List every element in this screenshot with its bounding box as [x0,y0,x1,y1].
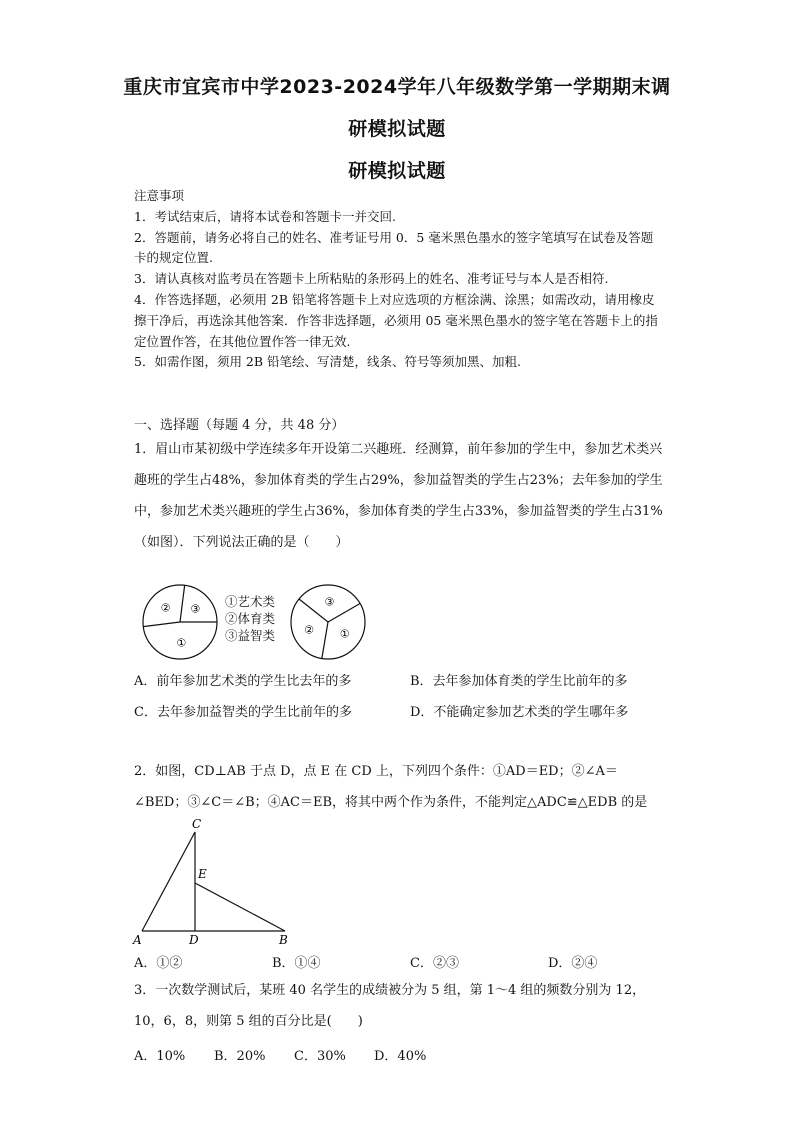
q1-option-b: B．去年参加体育类的学生比前年的多 [410,674,628,689]
q1-option-c: C．去年参加益智类的学生比前年的多 [134,705,352,720]
notice-block [134,186,664,373]
pie-legend [225,593,275,644]
section-heading: 一、选择题（每题 4 分，共 48 分） [134,418,345,433]
notice-item-3: 3．请认真核对监考员在答题卡上所粘贴的条形码上的姓名、准考证号与本人是否相符. [134,271,609,287]
pie-label-puzzle-last-year: ③ [324,595,335,609]
point-label-d: D [189,933,199,947]
pie-label-sports-last-year: ② [304,623,314,637]
legend-art: ①艺术类 [225,594,276,609]
legend-puzzle: ③益智类 [225,628,276,643]
q3-option-a: A．10% [134,1049,186,1064]
q3-option-c: C．30% [294,1049,346,1064]
pie-label-puzzle-previous-year: ③ [190,602,201,616]
point-label-a: A [133,933,142,947]
notice-item-4: 4．作答选择题，必须用 2B 铅笔将答题卡上对应选项的方框涂满、涂黑；如需改动，请用橡皮擦干净后，再选涂其他答案．作答非选择题，必须用 05 毫米黑色墨水的签字笔在答题卡上的指定位置作答，在其他位置作答一律无效. [134,291,658,349]
point-label-b: B [279,933,288,947]
q2-option-a: A．①② [134,956,183,971]
page-title: 重庆市宜宾市中学2023-2024学年八年级数学第一学期期末调 [123,76,671,98]
pie-label-sports-previous-year: ② [160,601,171,615]
q1-option-d: D．不能确定参加艺术类的学生哪年多 [410,705,629,720]
notice-item-5: 5．如需作图，须用 2B 铅笔绘、写清楚，线条、符号等须加黑、加粗. [134,354,522,370]
q3-option-b: B．20% [214,1049,266,1064]
question-1-text: 1．眉山市某初级中学连续多年开设第二兴趣班．经测算，前年参加的学生中，参加艺术类兴趣班的学生占48%，参加体育类的学生占29%，参加益智类的学生占23%；去年参加的学生中，参加艺术类兴趣班的学生占36%，参加体育类的学生占33%，参加益智类的学生占31%（如图）．下列说法正确的是（ ） [134,442,663,550]
triangle-figure [130,815,300,950]
q2-option-b: B．①④ [272,956,321,971]
segment-ac [142,832,195,931]
segment-eb [195,883,285,931]
question-3-text: 3．一次数学测试后，某班 40 名学生的成绩被分为 5 组，第 1～4 组的频数分别为 12，10，6，8，则第 5 组的百分比是( ) [134,983,646,1029]
q2-option-c: C．②③ [410,956,459,971]
page-subtitle-repeat: 研模拟试题 [348,160,446,182]
q2-option-d: D．②④ [548,956,598,971]
q3-option-d: D．40% [374,1049,427,1064]
pie-chart-last-year [288,582,368,662]
pie-label-art-last-year: ① [339,627,350,641]
q1-option-a: A．前年参加艺术类的学生比去年的多 [134,674,352,689]
pie-chart-previous-year [140,582,220,662]
point-label-e: E [198,867,207,881]
pie-label-art-previous-year: ① [176,636,187,650]
page-subtitle: 研模拟试题 [348,118,446,140]
question-2-text: 2．如图，CD⊥AB 于点 D，点 E 在 CD 上，下列四个条件：①AD＝ED；②∠A＝∠BED；③∠C＝∠B；④AC＝EB，将其中两个作为条件，不能判定△ADC≌△EDB 的是 [134,764,648,810]
notice-item-2: 2．答题前，请务必将自己的姓名、准考证号用 0．5 毫米黑色墨水的签字笔填写在试卷及答题卡的规定位置. [134,229,654,266]
point-label-c: C [192,817,202,831]
notice-heading: 注意事项 [134,188,185,203]
notice-item-1: 1．考试结束后，请将本试卷和答题卡一并交回. [134,208,396,224]
legend-sports: ②体育类 [225,611,276,626]
